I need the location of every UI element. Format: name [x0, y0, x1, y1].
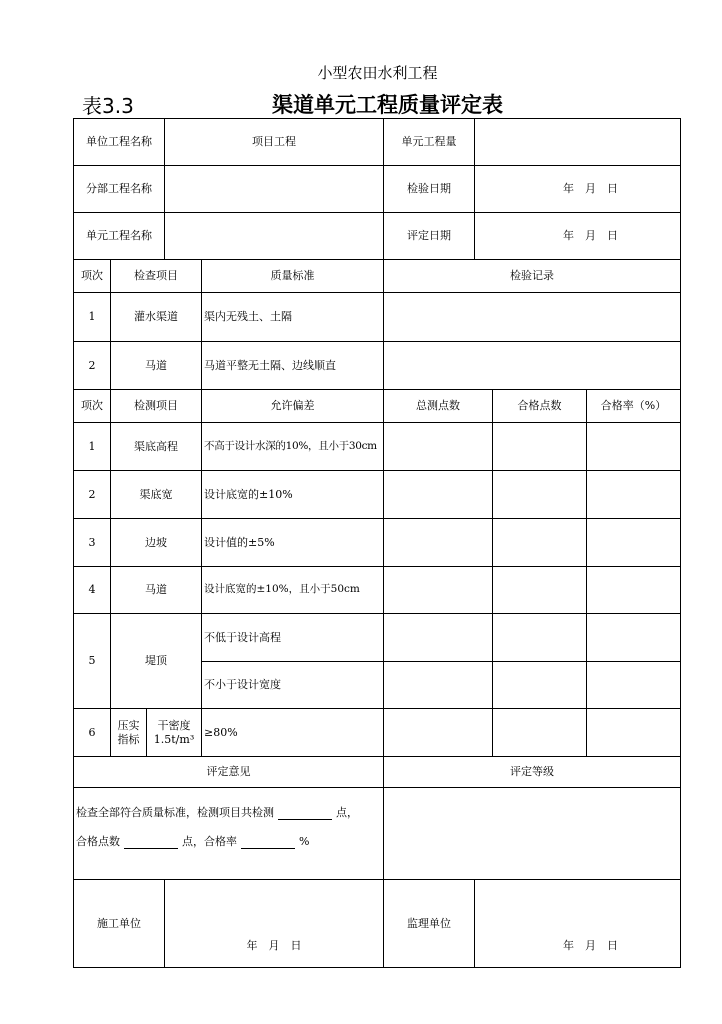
dry-density-label-a: 干密度: [157, 718, 191, 732]
assess-date-label: 评定日期: [407, 229, 451, 243]
check-header-no: 项次: [81, 269, 103, 283]
measure-row-tolerance: 设计底宽的±10%: [204, 487, 293, 501]
measure-row-tolerance: 设计值的±5%: [204, 535, 275, 549]
measure-header-pass: 合格点数: [517, 399, 562, 413]
grid-line: [73, 787, 681, 788]
measure-header-item: 检测项目: [134, 399, 178, 413]
unit-project-label: 单位工程名称: [86, 135, 152, 149]
supervision-date[interactable]: 年 月 日: [563, 939, 618, 953]
unit-project-value[interactable]: 项目工程: [252, 135, 296, 149]
check-row-item: 马道: [145, 358, 167, 372]
sub-project-label: 分部工程名称: [86, 182, 152, 196]
measure-row-no: 2: [88, 487, 96, 501]
measure-row-tolerance: ≥80%: [204, 725, 238, 739]
total-points-blank[interactable]: [278, 807, 332, 820]
measure-header-rate: 合格率（%）: [600, 399, 667, 413]
measure-row-item: 边坡: [145, 535, 167, 549]
opinion-line-1: [74, 800, 383, 826]
inspect-date-value[interactable]: 年 月 日: [563, 182, 618, 196]
check-header-item: 检查项目: [134, 269, 178, 283]
element-project-value[interactable]: [165, 213, 383, 259]
grid-line: [680, 118, 681, 968]
measure-header-total: 总测点数: [416, 399, 460, 413]
grade-label: 评定等级: [510, 765, 554, 779]
measure-row-item: 渠底宽: [139, 487, 173, 501]
construction-date[interactable]: 年 月 日: [246, 939, 302, 953]
check-row-standard: 马道平整无土隔、边线顺直: [204, 358, 336, 372]
measure-header-no: 项次: [81, 399, 103, 413]
page-title: 渠道单元工程质量评定表: [272, 93, 503, 117]
assess-date-value[interactable]: 年 月 日: [563, 229, 618, 243]
grid-line: [492, 389, 493, 756]
measure-row-no: 5: [88, 654, 96, 668]
pass-rate-blank[interactable]: [241, 836, 295, 849]
check-row-standard: 渠内无残土、土隔: [204, 310, 292, 324]
construction-label: 施工单位: [97, 916, 141, 930]
measure-row-no: 6: [88, 725, 96, 739]
sub-project-value[interactable]: [165, 166, 383, 212]
dry-density-label: [147, 709, 201, 756]
opinion-text-2: 合格点数: [76, 835, 120, 849]
grid-line: [586, 389, 587, 756]
inspect-date-label: 检验日期: [407, 182, 451, 196]
check-row-record[interactable]: [384, 342, 680, 389]
measure-header-tolerance: 允许偏差: [270, 399, 315, 413]
element-project-label: 单元工程名称: [86, 229, 152, 243]
dry-density-label-b: 1.5t/m³: [153, 732, 195, 746]
measure-row-item: 渠底高程: [134, 439, 178, 453]
pass-points-blank[interactable]: [124, 836, 178, 849]
grid-line: [73, 967, 681, 968]
measure-row-tolerance: 不高于设计水深的10%，且小于30cm: [204, 439, 377, 452]
check-header-record: 检验记录: [510, 269, 554, 283]
check-header-standard: 质量标准: [270, 269, 315, 283]
compaction-label: [111, 709, 146, 756]
check-row-item: 灌水渠道: [134, 310, 178, 324]
unit-qty-value[interactable]: [475, 119, 680, 165]
opinion-line-2: [74, 829, 383, 855]
opinion-unit-2: 点，合格率: [182, 835, 237, 849]
opinion-label: 评定意见: [206, 765, 251, 779]
opinion-text-1: 检查全部符合质量标准，检测项目共检测: [76, 806, 274, 820]
unit-qty-label: 单元工程量: [401, 135, 457, 149]
opinion-unit-1: 点，: [336, 806, 358, 820]
measure-row-tolerance: 设计底宽的±10%，且小于50cm: [204, 583, 360, 596]
subtitle: 小型农田水利工程: [317, 64, 438, 82]
measure-row-no: 4: [88, 583, 96, 597]
check-row-no: 1: [88, 310, 96, 324]
measure-row-no: 3: [88, 535, 96, 549]
check-row-record[interactable]: [384, 293, 680, 341]
measure-row-no: 1: [88, 439, 96, 453]
check-row-no: 2: [88, 358, 96, 372]
compaction-label-a: 压实: [117, 718, 140, 732]
supervision-label: 监理单位: [407, 916, 451, 930]
table-number: 表3.3: [82, 94, 134, 118]
measure-row-item: 马道: [145, 583, 167, 597]
compaction-label-b: 指标: [117, 732, 140, 746]
measure-row-tolerance-a: 不低于设计高程: [204, 630, 281, 644]
measure-row-item: 堤顶: [145, 654, 167, 668]
opinion-percent: %: [299, 835, 310, 849]
measure-row-tolerance-b: 不小于设计宽度: [204, 678, 281, 692]
